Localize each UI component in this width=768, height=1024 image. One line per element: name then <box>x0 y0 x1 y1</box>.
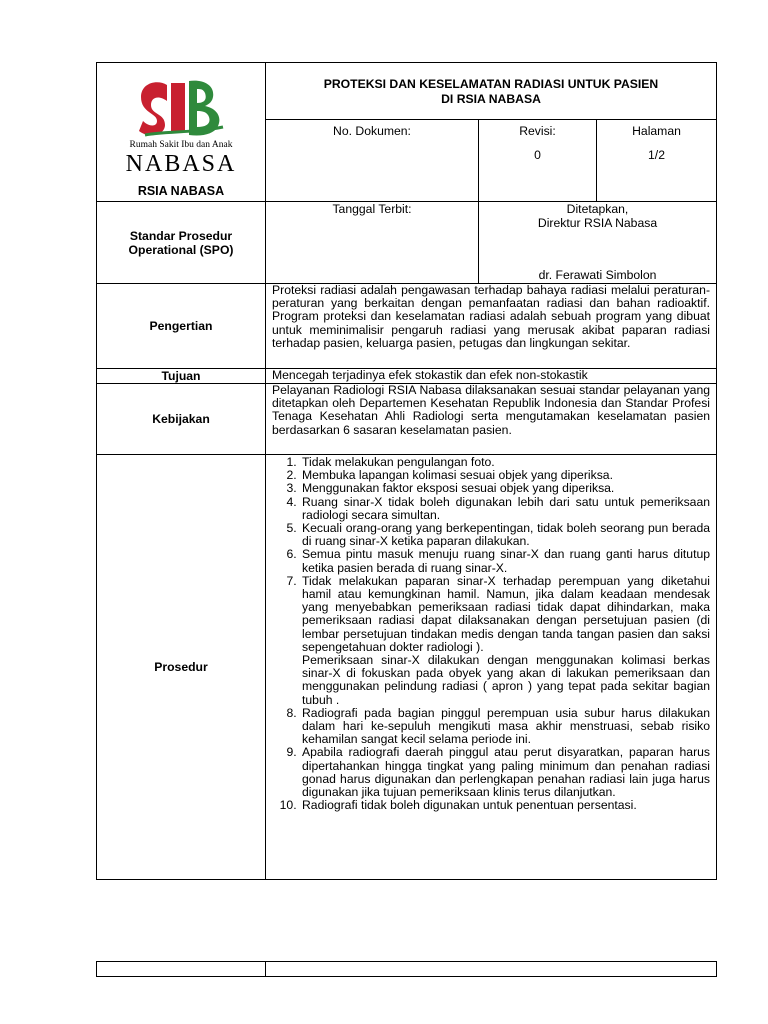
logo-subtitle: Rumah Sakit Ibu dan Anak <box>129 140 233 150</box>
logo-name: NABASA <box>125 151 237 177</box>
spo-document-table <box>96 62 717 880</box>
prosedur-label: Prosedur <box>97 455 266 880</box>
spo-label: Standar Prosedur Operational (SPO) <box>97 202 266 284</box>
revision-cell <box>479 120 597 202</box>
tujuan-text: Mencegah terjadinya efek stokastik dan efek non-stokastik <box>266 369 717 384</box>
revision-label: Revisi: <box>519 124 556 139</box>
pengertian-label: Pengertian <box>97 284 266 369</box>
list-item: 9. Apabila radiografi daerah pinggul atau perut disyaratkan, paparan harus dipertahankan hingga tingkat yang paling minimum dan penahan radiasi gonad harus digunakan dan perlengkapan penahan radiasi lain juga harus digunakan jika tujuan pemeriksaan klinis terus dilanjutkan. <box>300 746 710 799</box>
tujuan-label: Tujuan <box>97 369 266 384</box>
list-item: 2. Membuka lapangan kolimasi sesuai objek yang diperiksa. <box>300 469 710 482</box>
prosedur-note: Pemeriksaan sinar-X dilakukan dengan menggunakan kolimasi berkas sinar-X di fokuskan pada obyek yang akan di lakukan pemeriksaan dan menggunakan pelindung radiasi ( apron ) yang tepat pada sekitar bagian tubuh . <box>302 653 711 707</box>
prosedur-list <box>266 456 716 812</box>
list-item <box>300 575 710 707</box>
step-7-text: Tidak melakukan paparan sinar-X terhadap perempuan yang diketahui hamil atau kemungkinan hamil. Namun, jika dalam keadaan mendesak yang menyebabkan pemeriksaan radiasi tidak dapat dihindarkan, maka pemeriksaan radiasi dapat dilaksanakan dengan persetujuan pasien (di lembar persetujuan tindakan medis dengan tanda tangan pasien dan saksi sepengetahuan dokter radiologi ). <box>302 573 711 654</box>
revision-value: 0 <box>534 148 541 163</box>
hospital-logo-icon <box>135 75 227 139</box>
footer-right-cell <box>266 962 717 977</box>
pengertian-text: Proteksi radiasi adalah pengawasan terhadap bahaya radiasi melalui peraturan-peraturan yang berkaitan dengan pemanfaatan radiasi dan bahan radioaktif. Program proteksi dan keselamatan radiasi adalah sebuah program yang dibuat untuk meminimalisir pengaruh radiasi yang merusak akibat paparan radiasi terhadap pasien, keluarga pasien, petugas dan lingkungan sekitar. <box>266 284 717 369</box>
kebijakan-text: Pelayanan Radiologi RSIA Nabasa dilaksanakan sesuai standar pelayanan yang ditetapkan oleh Departemen Kesehatan Republik Indonesia dan Standar Profesi Tenaga Kesehatan Ahli Radiologi serta mengutamakan keselamatan pasien berdasarkan 6 sasaran keselamatan pasien. <box>266 384 717 455</box>
doc-number-label: No. Dokumen: <box>266 120 479 202</box>
list-item: 5. Kecuali orang-orang yang berkepentingan, tidak boleh seorang pun berada di ruang sinar-X ketika paparan dilakukan. <box>300 522 710 548</box>
kebijakan-label: Kebijakan <box>97 384 266 455</box>
hospital-name: RSIA NABASA <box>137 184 225 198</box>
approval-cell <box>479 202 717 284</box>
title-line-2: DI RSIA NABASA <box>441 92 541 106</box>
list-item: 1. Tidak melakukan pengulangan foto. <box>300 456 710 469</box>
prosedur-content <box>266 455 717 880</box>
list-item: 3. Menggunakan faktor eksposi sesuai objek yang diperiksa. <box>300 482 710 495</box>
approved-by: Direktur RSIA Nabasa <box>537 216 658 230</box>
list-item: 6. Semua pintu masuk menuju ruang sinar-X dan ruang ganti harus ditutup ketika pasien berada di ruang sinar-X. <box>300 548 710 574</box>
logo-cell <box>97 63 266 202</box>
footer-table <box>96 961 717 977</box>
issue-date-label: Tanggal Terbit: <box>266 202 479 284</box>
page-cell <box>597 120 717 202</box>
page-label: Halaman <box>632 124 681 139</box>
footer-left-cell <box>97 962 266 977</box>
document-title <box>266 63 717 120</box>
title-line-1: PROTEKSI DAN KESELAMATAN RADIASI UNTUK PASIEN <box>323 77 659 91</box>
signatory-name: dr. Ferawati Simbolon <box>538 268 657 282</box>
page-value: 1/2 <box>648 148 665 163</box>
list-item: 8. Radiografi pada bagian pinggul perempuan usia subur harus dilakukan dalam hari ke-sepuluh mengikuti masa akhir menstruasi, sebab risiko kehamilan sangat kecil selama periode ini. <box>300 707 710 747</box>
approved-label: Ditetapkan, <box>566 202 629 216</box>
list-item: 10. Radiografi tidak boleh digunakan untuk penentuan persentasi. <box>300 799 710 812</box>
list-item: 4. Ruang sinar-X tidak boleh digunakan lebih dari satu untuk pemeriksaan radiologi secara simultan. <box>300 496 710 522</box>
